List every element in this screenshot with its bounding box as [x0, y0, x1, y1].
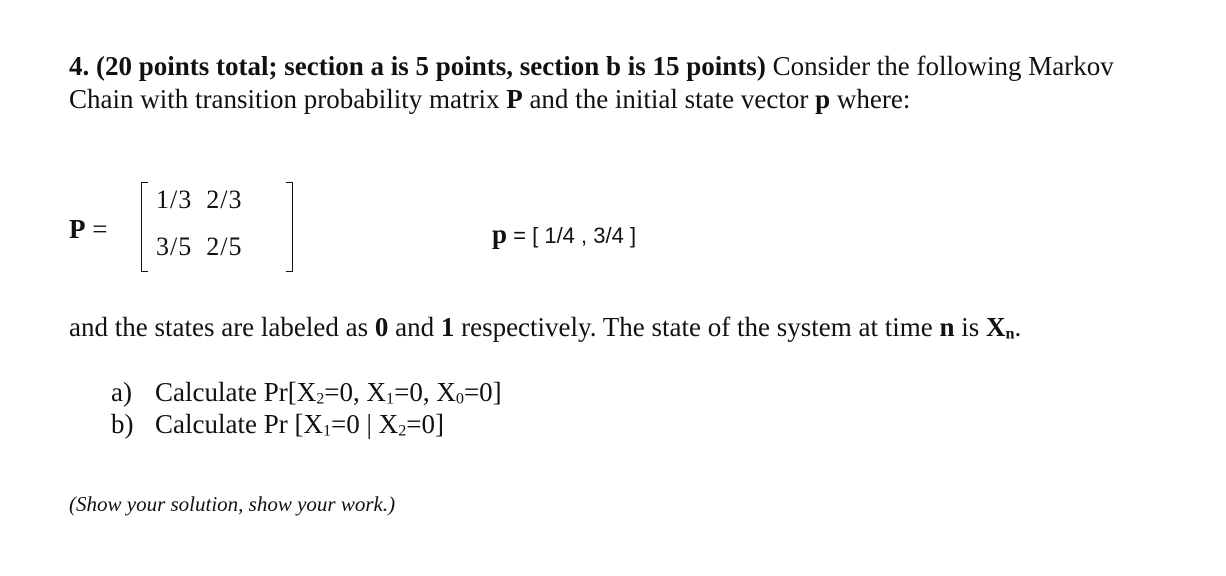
instruction-note: (Show your solution, show your work.) [69, 492, 396, 516]
item-text: Calculate Pr [X [155, 409, 323, 439]
state-1: 1 [440, 312, 455, 342]
matrix-cell: 3/5 [156, 232, 193, 261]
matrix-cell: 2/5 [206, 232, 243, 261]
subscript: 2 [316, 389, 325, 408]
vector-symbol: p [815, 84, 831, 114]
states-sentence [69, 311, 1021, 344]
states-text: and the states are labeled as [69, 312, 375, 342]
sub-questions [111, 376, 502, 440]
subscript: 0 [455, 389, 464, 408]
state-0: 0 [374, 312, 389, 342]
matrix-left-bracket [141, 182, 148, 272]
intro-text-2a: Chain with transition probability matrix [69, 84, 507, 114]
sub-question-a [111, 376, 502, 408]
question-number: 4. [69, 51, 90, 81]
state-variable [986, 312, 1015, 342]
question-heading [69, 50, 1114, 116]
item-text: =0, X [394, 377, 456, 407]
subscript: 2 [398, 421, 407, 440]
transition-matrix [141, 182, 293, 272]
matrix-label [69, 214, 107, 245]
item-text: =0 | X [331, 409, 399, 439]
states-text: . [1014, 312, 1022, 342]
matrix-row-0 [156, 185, 242, 215]
vector-label: p [492, 219, 508, 249]
intro-text-2b: and the initial state vector [522, 84, 816, 114]
state-variable-subscript: n [1005, 324, 1015, 343]
item-text: =0] [463, 377, 502, 407]
states-text: and [388, 312, 441, 342]
initial-state-vector [492, 219, 636, 250]
item-text: =0] [406, 409, 444, 439]
points-breakdown: (20 points total; section a is 5 points, section b is 15 points) [96, 51, 766, 81]
item-label: a) [111, 377, 132, 407]
intro-text-2c: where: [830, 84, 911, 114]
time-symbol: n [939, 312, 955, 342]
states-text: respectively. The state of the system at time [454, 312, 940, 342]
states-text: is [954, 312, 986, 342]
subscript: 1 [386, 389, 395, 408]
intro-text-1: Consider the following Markov [765, 51, 1114, 81]
item-text: =0, X [324, 377, 387, 407]
item-label: b) [111, 409, 134, 439]
item-text: Calculate Pr[X [155, 377, 317, 407]
matrix-row-1 [156, 232, 242, 262]
subscript: 1 [322, 421, 332, 440]
matrix-cell: 2/3 [206, 185, 243, 214]
matrix-right-bracket [286, 182, 293, 272]
sub-question-b [111, 408, 502, 440]
state-variable-letter: X [986, 312, 1006, 342]
matrix-symbol: P [506, 84, 523, 114]
vector-values: = [ 1/4 , 3/4 ] [507, 223, 637, 248]
intro-line-2 [69, 83, 1114, 116]
matrix-label-symbol: P [69, 214, 86, 244]
matrix-cell: 1/3 [156, 185, 193, 214]
matrix-equals: = [85, 214, 108, 244]
